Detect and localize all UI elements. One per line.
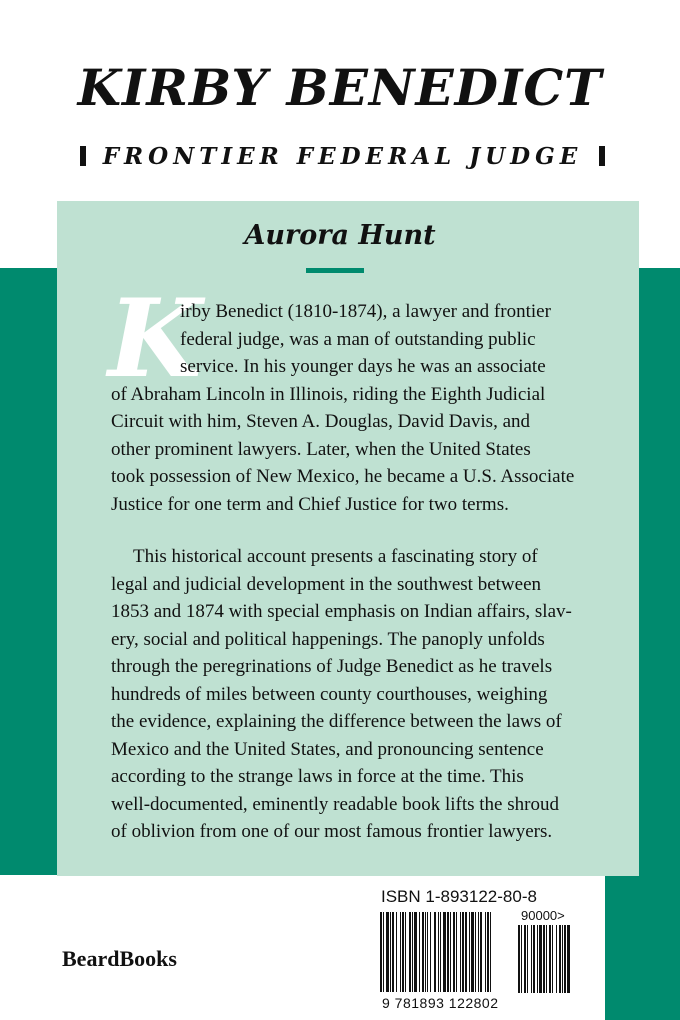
- barcode-bar: [438, 912, 439, 992]
- barcode-bar: [537, 925, 538, 993]
- barcode-bar: [475, 912, 476, 992]
- ean-digits: 9 781893 122802: [382, 995, 499, 1011]
- text-line: hundreds of miles between county courthouses, weighing: [111, 683, 548, 705]
- text-line: federal judge, was a man of outstanding public: [180, 328, 536, 350]
- barcode-bar: [430, 912, 431, 992]
- barcode-bar: [485, 912, 486, 992]
- barcode-bar: [405, 912, 406, 992]
- barcode-bar: [422, 912, 424, 992]
- text-line: legal and judicial development in the southwest between: [111, 573, 542, 595]
- barcode-bar: [487, 912, 489, 992]
- text-line: of Abraham Lincoln in Illinois, riding the Eighth Judicial: [111, 383, 546, 405]
- barcode-bar: [552, 925, 553, 993]
- barcode-bar: [434, 912, 436, 992]
- barcode-bar: [564, 925, 566, 993]
- barcode-bar: [480, 912, 482, 992]
- text-line: other prominent lawyers. Later, when the United States: [111, 438, 531, 460]
- blurb-paragraph-1: [111, 298, 602, 518]
- text-line: according to the strange laws in force at the time. This: [111, 766, 524, 787]
- barcode-bar: [427, 912, 428, 992]
- barcode-bar: [562, 925, 563, 993]
- barcode-bar: [390, 912, 391, 992]
- text-line: Mexico and the United States, and pronouncing sentence: [111, 738, 544, 760]
- barcode-bar: [414, 912, 417, 992]
- text-line: well-documented, eminently readable book lifts the shroud: [111, 793, 559, 815]
- drop-cap-letter: K: [108, 276, 202, 402]
- barcode-bar: [465, 912, 467, 992]
- text-line: Justice for one term and Chief Justice for two terms.: [111, 493, 509, 515]
- publisher-logo: BeardBooks: [62, 946, 177, 971]
- barcode-bar: [556, 925, 557, 993]
- barcode-bar: [478, 912, 479, 992]
- text-line: ery, social and political happenings. The panoply unfolds: [111, 628, 545, 650]
- barcode-bar: [531, 925, 532, 993]
- text-line: took possession of New Mexico, he became a U.S. Associate: [111, 466, 575, 487]
- barcode-bar: [456, 912, 457, 992]
- barcode-bar: [386, 912, 389, 992]
- price-addon-digits: 90000>: [521, 908, 565, 923]
- barcode-bar: [419, 912, 420, 992]
- text-line: Circuit with him, Steven A. Douglas, David Davis, and: [111, 411, 531, 432]
- isbn-label: ISBN 1-893122-80-8: [381, 887, 537, 906]
- text-line: of oblivion from one of our most famous frontier lawyers.: [111, 821, 553, 842]
- barcode-bar: [559, 925, 561, 993]
- barcode-bar: [450, 912, 451, 992]
- barcode-bar: [462, 912, 464, 992]
- barcode-bar: [380, 912, 382, 992]
- text-line: the evidence, explaining the difference between the laws of: [111, 711, 562, 732]
- barcode-bar: [539, 925, 542, 993]
- barcode-bar: [471, 912, 474, 992]
- blurb-paragraph-2: [111, 543, 602, 846]
- book-title: KIRBY BENEDICT: [77, 58, 603, 117]
- barcode-bar: [533, 925, 535, 993]
- barcode-bar: [546, 925, 547, 993]
- text-line: 1853 and 1874 with special emphasis on Indian affairs, slav-: [111, 601, 572, 622]
- barcode-bar: [447, 912, 449, 992]
- barcode-bar: [490, 912, 491, 992]
- barcode-bar: [567, 925, 570, 993]
- barcode-bar: [400, 912, 401, 992]
- text-line: This historical account presents a fascinating story of: [133, 546, 538, 567]
- barcode-bar: [392, 912, 394, 992]
- author-underline: [306, 268, 364, 273]
- text-line: service. In his younger days he was an associate: [180, 356, 546, 377]
- barcode-bar: [521, 925, 522, 993]
- barcode-bar: [518, 925, 520, 993]
- barcode-bar: [469, 912, 470, 992]
- barcode-bar: [527, 925, 528, 993]
- barcode-bar: [543, 925, 545, 993]
- barcode-bar: [396, 912, 397, 992]
- barcode-bar: [440, 912, 441, 992]
- barcode-bar: [402, 912, 404, 992]
- ean-barcode: [380, 912, 512, 994]
- barcode-bar: [383, 912, 384, 992]
- subtitle-row: [80, 140, 605, 172]
- barcode-bar: [524, 925, 526, 993]
- barcode-bar: [412, 912, 413, 992]
- barcode-bar: [409, 912, 411, 992]
- book-subtitle: FRONTIER FEDERAL JUDGE: [102, 142, 583, 170]
- addon-barcode: [518, 925, 590, 995]
- text-line: irby Benedict (1810-1874), a lawyer and frontier: [180, 301, 551, 322]
- barcode-bar: [453, 912, 455, 992]
- barcode-bar: [443, 912, 446, 992]
- text-line: through the peregrinations of Judge Benedict as he travels: [111, 656, 553, 677]
- barcode-bar: [425, 912, 426, 992]
- barcode-bar: [549, 925, 551, 993]
- left-bar-ornament: [80, 146, 86, 166]
- right-bar-ornament: [599, 146, 605, 166]
- barcode-bar: [460, 912, 461, 992]
- author-name: Aurora Hunt: [244, 220, 436, 251]
